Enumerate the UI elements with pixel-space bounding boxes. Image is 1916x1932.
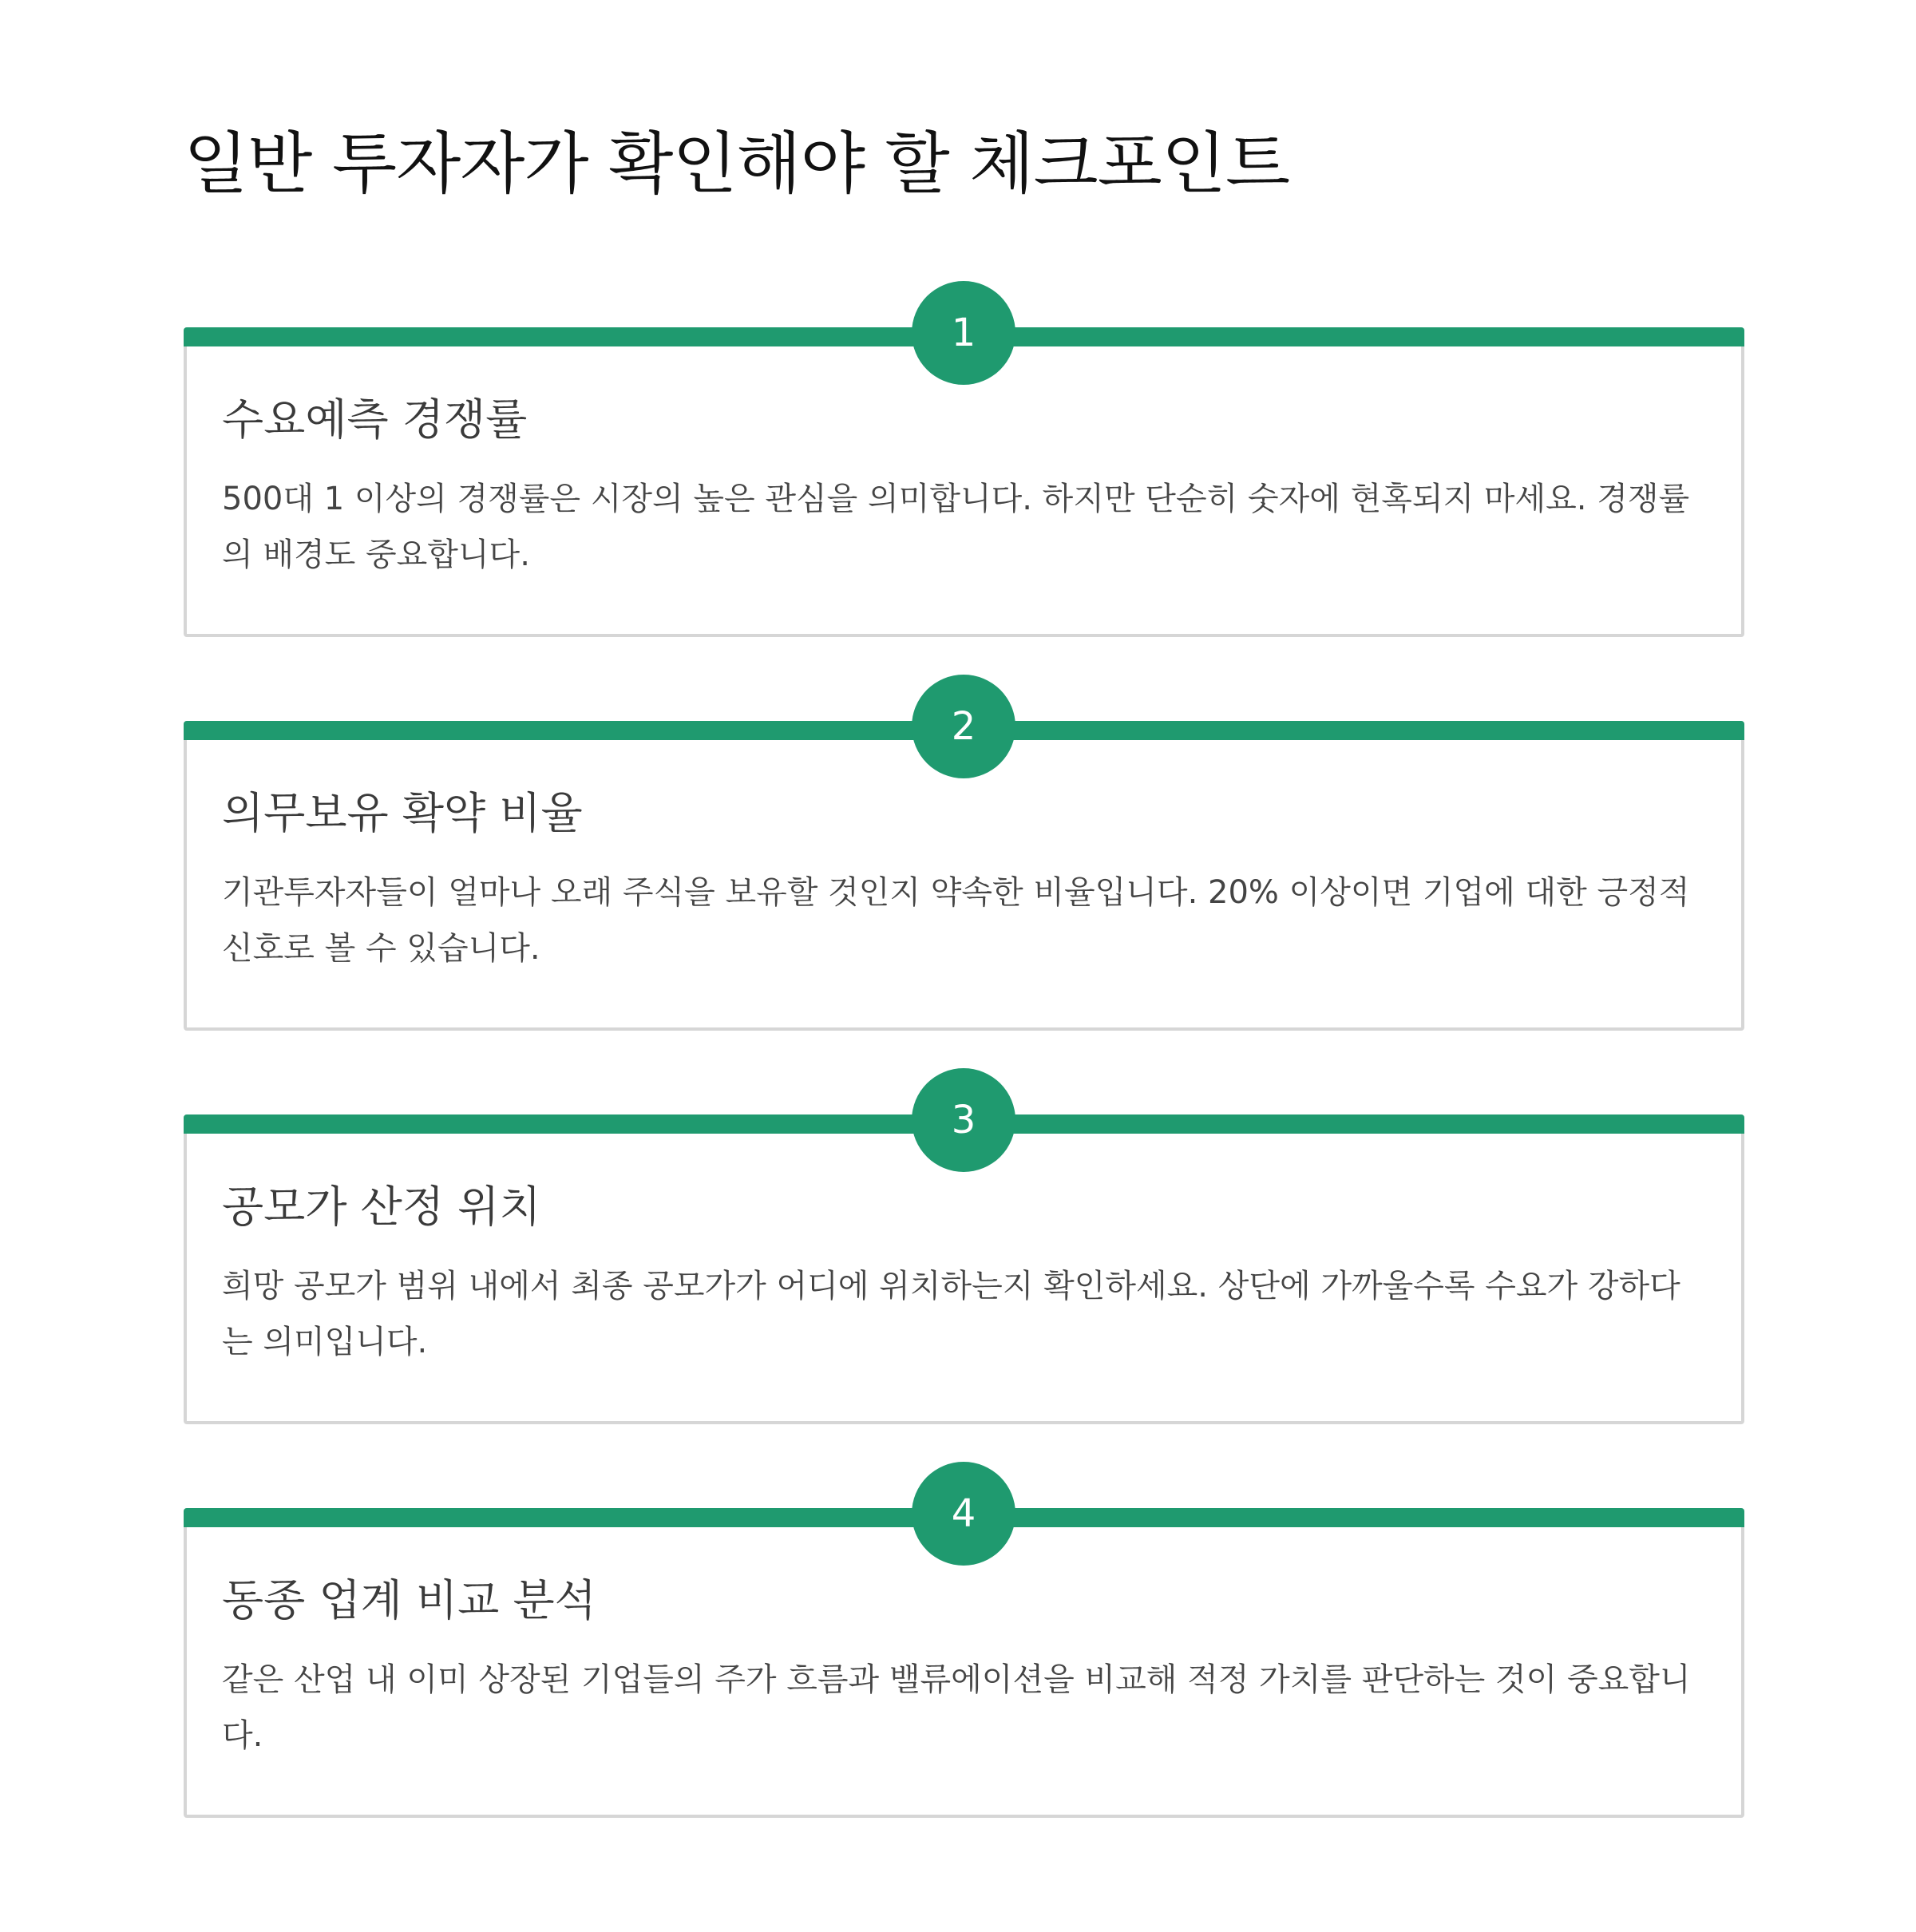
checkpoint-card xyxy=(184,311,1744,637)
step-number-badge: 1 xyxy=(912,281,1015,385)
step-number-badge: 4 xyxy=(912,1462,1015,1566)
step-number-badge: 3 xyxy=(912,1068,1015,1172)
checkpoint-title: 공모가 산정 위치 xyxy=(222,1182,541,1232)
checkpoint-card xyxy=(184,1491,1744,1818)
checkpoint-description: 희망 공모가 범위 내에서 최종 공모가가 어디에 위치하는지 확인하세요. 상단에 가까울수록 수요가 강하다는 의미입니다. xyxy=(222,1268,1680,1360)
checkpoint-card xyxy=(184,704,1744,1031)
checkpoint-description: 500대 1 이상의 경쟁률은 시장의 높은 관심을 의미합니다. 하지만 단순히 숫자에 현혹되지 마세요. 경쟁률의 배경도 중요합니다. xyxy=(222,481,1690,573)
checkpoint-description: 기관투자자들이 얼마나 오래 주식을 보유할 것인지 약속한 비율입니다. 20% 이상이면 기업에 대한 긍정적 신호로 볼 수 있습니다. xyxy=(222,874,1690,967)
checkpoint-card xyxy=(184,1098,1744,1424)
page-title: 일반 투자자가 확인해야 할 체크포인트 xyxy=(184,125,1290,203)
checkpoint-description: 같은 산업 내 이미 상장된 기업들의 주가 흐름과 밸류에이션을 비교해 적정 가치를 판단하는 것이 중요합니다. xyxy=(222,1661,1691,1754)
checkpoint-title: 동종 업계 비교 분석 xyxy=(222,1575,596,1625)
step-number-badge: 2 xyxy=(912,675,1015,778)
checkpoint-title: 의무보유 확약 비율 xyxy=(222,788,583,838)
checkpoint-title: 수요예측 경쟁률 xyxy=(222,394,528,445)
